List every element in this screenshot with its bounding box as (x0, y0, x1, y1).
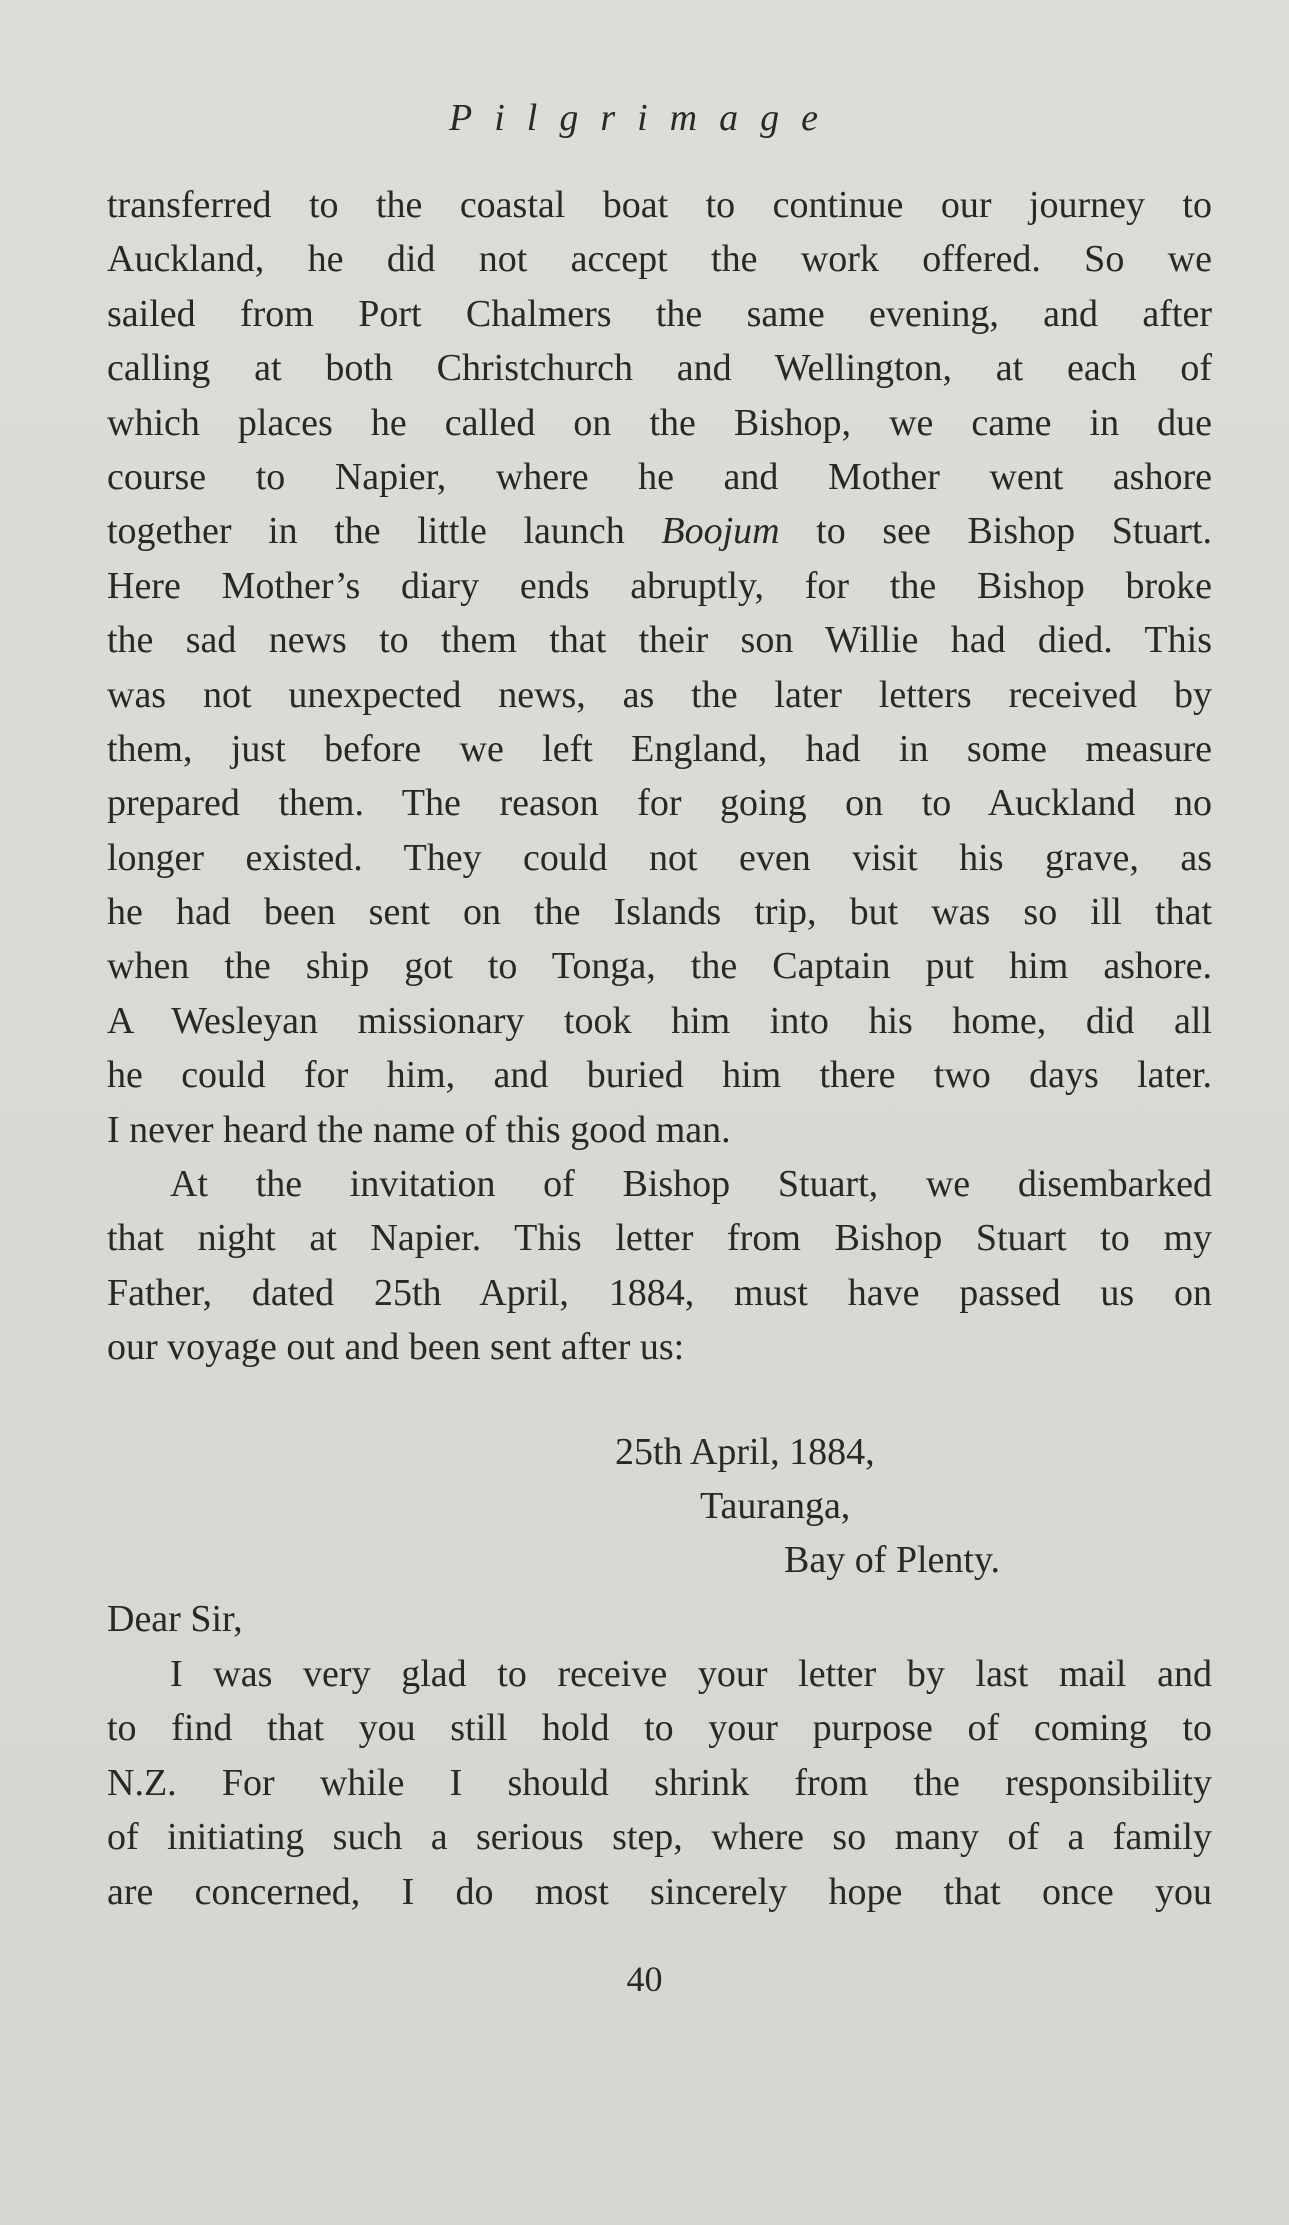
text-line: are concerned, I do most sincerely hope that once you (107, 1870, 1212, 1913)
letter-region: Bay of Plenty. (784, 1539, 1001, 1581)
text-line: sailed from Port Chalmers the same evening, and after (107, 292, 1212, 335)
text-line: our voyage out and been sent after us: (107, 1326, 685, 1369)
letter-salutation: Dear Sir, (107, 1598, 243, 1640)
text-line: I never heard the name of this good man. (107, 1108, 731, 1151)
text-line: A Wesleyan missionary took him into his home, did all (107, 999, 1212, 1042)
page-number: 40 (626, 1959, 663, 1999)
text-line: longer existed. They could not even visit his grave, as (107, 836, 1212, 879)
italic-ship-name: Boojum (661, 510, 780, 553)
text-fragment: to see Bishop Stuart. (779, 510, 1212, 553)
text-line: he had been sent on the Islands trip, but was so ill that (107, 891, 1212, 934)
text-line: course to Napier, where he and Mother went ashore (107, 455, 1212, 498)
text-line: which places he called on the Bishop, we came in due (107, 401, 1212, 444)
text-line: I was very glad to receive your letter by last mail and (170, 1653, 1212, 1695)
text-line: At the invitation of Bishop Stuart, we disembarked (170, 1163, 1212, 1206)
text-line: calling at both Christchurch and Wellington, at each of (107, 347, 1212, 390)
text-line: transferred to the coastal boat to continue our journey to (107, 184, 1212, 226)
text-line: he could for him, and buried him there two days later. (107, 1054, 1212, 1097)
running-head: Pilgrimage (449, 97, 840, 139)
text-fragment: together in the little launch (107, 510, 662, 553)
letter-date: 25th April, 1884, (615, 1431, 875, 1473)
text-line: when the ship got to Tonga, the Captain put him ashore. (107, 945, 1212, 988)
text-line-boojum (107, 504, 1212, 558)
text-line: prepared them. The reason for going on to Auckland no (107, 782, 1212, 825)
paragraph-1 (107, 178, 1212, 1375)
text-line: Father, dated 25th April, 1884, must have passed us on (107, 1271, 1212, 1314)
text-line: of initiating such a serious step, where so many of a family (107, 1816, 1212, 1859)
text-line: that night at Napier. This letter from Bishop Stuart to my (107, 1217, 1212, 1260)
letter-place: Tauranga, (700, 1485, 851, 1527)
letter-body (107, 1647, 1212, 1919)
text-line: Auckland, he did not accept the work offered. So we (107, 238, 1212, 281)
text-line: Here Mother’s diary ends abruptly, for the Bishop broke (107, 564, 1212, 607)
text-line: the sad news to them that their son Willie had died. This (107, 619, 1212, 662)
text-line: to find that you still hold to your purpose of coming to (107, 1707, 1212, 1750)
text-line: was not unexpected news, as the later letters received by (107, 673, 1212, 716)
text-line: them, just before we left England, had in some measure (107, 727, 1212, 770)
text-line: N.Z. For while I should shrink from the responsibility (107, 1761, 1212, 1804)
